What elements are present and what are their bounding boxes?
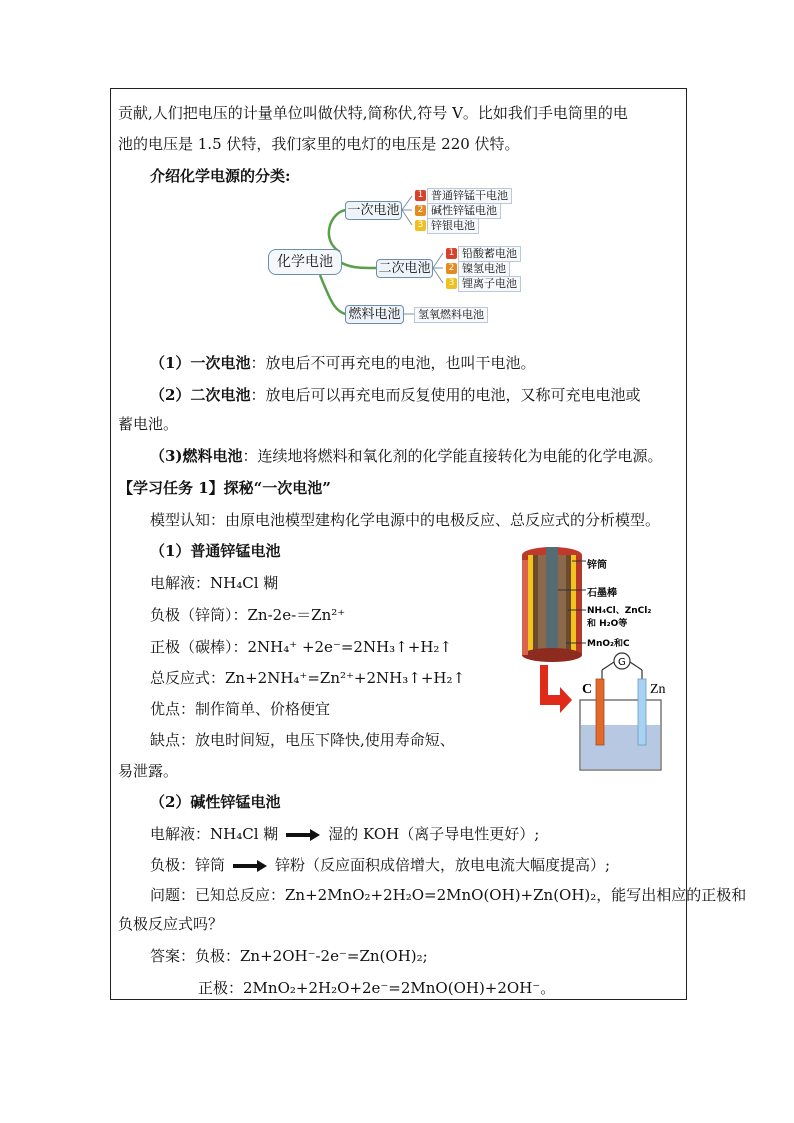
mindmap-branch-fuel: 燃料电池 — [345, 305, 404, 324]
diagram-label: 锌筒 — [587, 560, 607, 571]
definition-primary — [150, 353, 535, 373]
diagram-label: 石墨棒 — [587, 588, 617, 599]
mindmap-leaf: 铅酸蓄电池 — [458, 246, 521, 262]
number-badge: 3 — [415, 220, 426, 231]
definition-secondary — [150, 385, 640, 405]
total-reaction-line: 总反应式：Zn+2NH₄⁺=Zn²⁺+2NH₃↑+H₂↑ — [150, 669, 466, 687]
definition-continuation: 蓄电池。 — [118, 415, 179, 433]
diagram-label: 和 H₂O等 — [587, 619, 628, 629]
mindmap-leaf: 普通锌锰干电池 — [427, 188, 512, 204]
electrode-c-label: C — [582, 682, 593, 697]
galvanometer-label: G — [618, 657, 626, 668]
definition-text: ：放电后不可再充电的电池，也叫干电池。 — [250, 354, 536, 372]
zinc-mn-battery-diagram — [510, 545, 685, 775]
question-continuation: 负极反应式吗？ — [118, 915, 224, 933]
cons-line: 缺点：放电时间短，电压下降快,使用寿命短、 — [150, 731, 455, 749]
number-badge: 3 — [446, 278, 457, 289]
mindmap-leaf: 锌银电池 — [427, 218, 479, 234]
negative-to: 锌粉（反应面积成倍增大，放电电流大幅度提高）; — [275, 856, 611, 874]
definition-label: （1）一次电池 — [150, 354, 251, 372]
negative-from: 负极：锌筒 — [150, 856, 226, 874]
definition-label: （3)燃料电池 — [150, 447, 243, 465]
electrolyte-from: 电解液：NH₄Cl 糊 — [150, 825, 279, 843]
electrolyte-line: 电解液：NH₄Cl 糊 — [150, 574, 279, 592]
number-badge: 2 — [446, 263, 457, 274]
alkaline-negative-line — [150, 855, 610, 875]
answer-negative-line: 答案：负极：Zn+2OH⁻-2e⁻=Zn(OH)₂; — [150, 947, 428, 965]
positive-electrode-line: 正极（碳棒）：2NH₄⁺ +2e⁻=2NH₃↑+H₂↑ — [150, 638, 452, 656]
zinc-mn-heading: （1）普通锌锰电池 — [150, 542, 281, 560]
mindmap-branch-secondary: 二次电池 — [376, 259, 433, 278]
definition-label: （2）二次电池 — [150, 386, 251, 404]
section-heading: 介绍化学电源的分类: — [150, 167, 291, 185]
mindmap-leaf: 锂离子电池 — [458, 276, 521, 292]
mindmap-leaf: 镍氢电池 — [458, 261, 510, 277]
alkaline-heading: （2）碱性锌锰电池 — [150, 793, 281, 811]
mindmap-leaf: 氢氧燃料电池 — [414, 307, 488, 323]
diagram-label: NH₄Cl、ZnCl₂ — [587, 606, 652, 616]
right-arrow-icon — [233, 862, 267, 870]
definition-text: ：放电后可以再充电而反复使用的电池，又称可充电电池或 — [250, 386, 641, 404]
number-badge: 1 — [446, 248, 457, 259]
electrode-zn-label: Zn — [650, 682, 666, 697]
alkaline-electrolyte-line — [150, 824, 539, 844]
definition-text: ：连续地将燃料和氧化剂的化学能直接转化为电能的化学电源。 — [242, 447, 663, 465]
question-line: 问题：已知总反应：Zn+2MnO₂+2H₂O=2MnO(OH)+Zn(OH)₂，能写出相应的正极和 — [150, 886, 747, 904]
paragraph-line: 贡献,人们把电压的计量单位叫做伏特,简称伏,符号 V。比如我们手电筒里的电 — [118, 104, 628, 122]
answer-positive-line: 正极：2MnO₂+2H₂O+2e⁻=2MnO(OH)+2OH⁻。 — [198, 979, 556, 997]
paragraph-line: 池的电压是 1.5 伏特，我们家里的电灯的电压是 220 伏特。 — [118, 135, 520, 153]
mindmap-connectors — [0, 0, 794, 340]
cons-continuation: 易泄露。 — [118, 762, 179, 780]
mindmap-root: 化学电池 — [268, 249, 342, 275]
negative-electrode-line: 负极（锌筒）：Zn-2e-＝Zn²⁺ — [150, 606, 346, 624]
number-badge: 1 — [415, 190, 426, 201]
diagram-label: MnO₂和C — [587, 639, 630, 649]
mindmap-branch-primary: 一次电池 — [345, 201, 402, 220]
right-arrow-icon — [286, 831, 320, 839]
pros-line: 优点：制作简单、价格便宜 — [150, 700, 331, 718]
mindmap-leaf: 碱性锌锰电池 — [427, 203, 501, 219]
task-title: 【学习任务 1】探秘“一次电池” — [118, 479, 331, 497]
electrolyte-to: 湿的 KOH（离子导电性更好）; — [328, 825, 540, 843]
task-model: 模型认知：由原电池模型建构化学电源中的电极反应、总反应式的分析模型。 — [150, 511, 661, 529]
number-badge: 2 — [415, 205, 426, 216]
definition-fuel — [150, 446, 663, 466]
